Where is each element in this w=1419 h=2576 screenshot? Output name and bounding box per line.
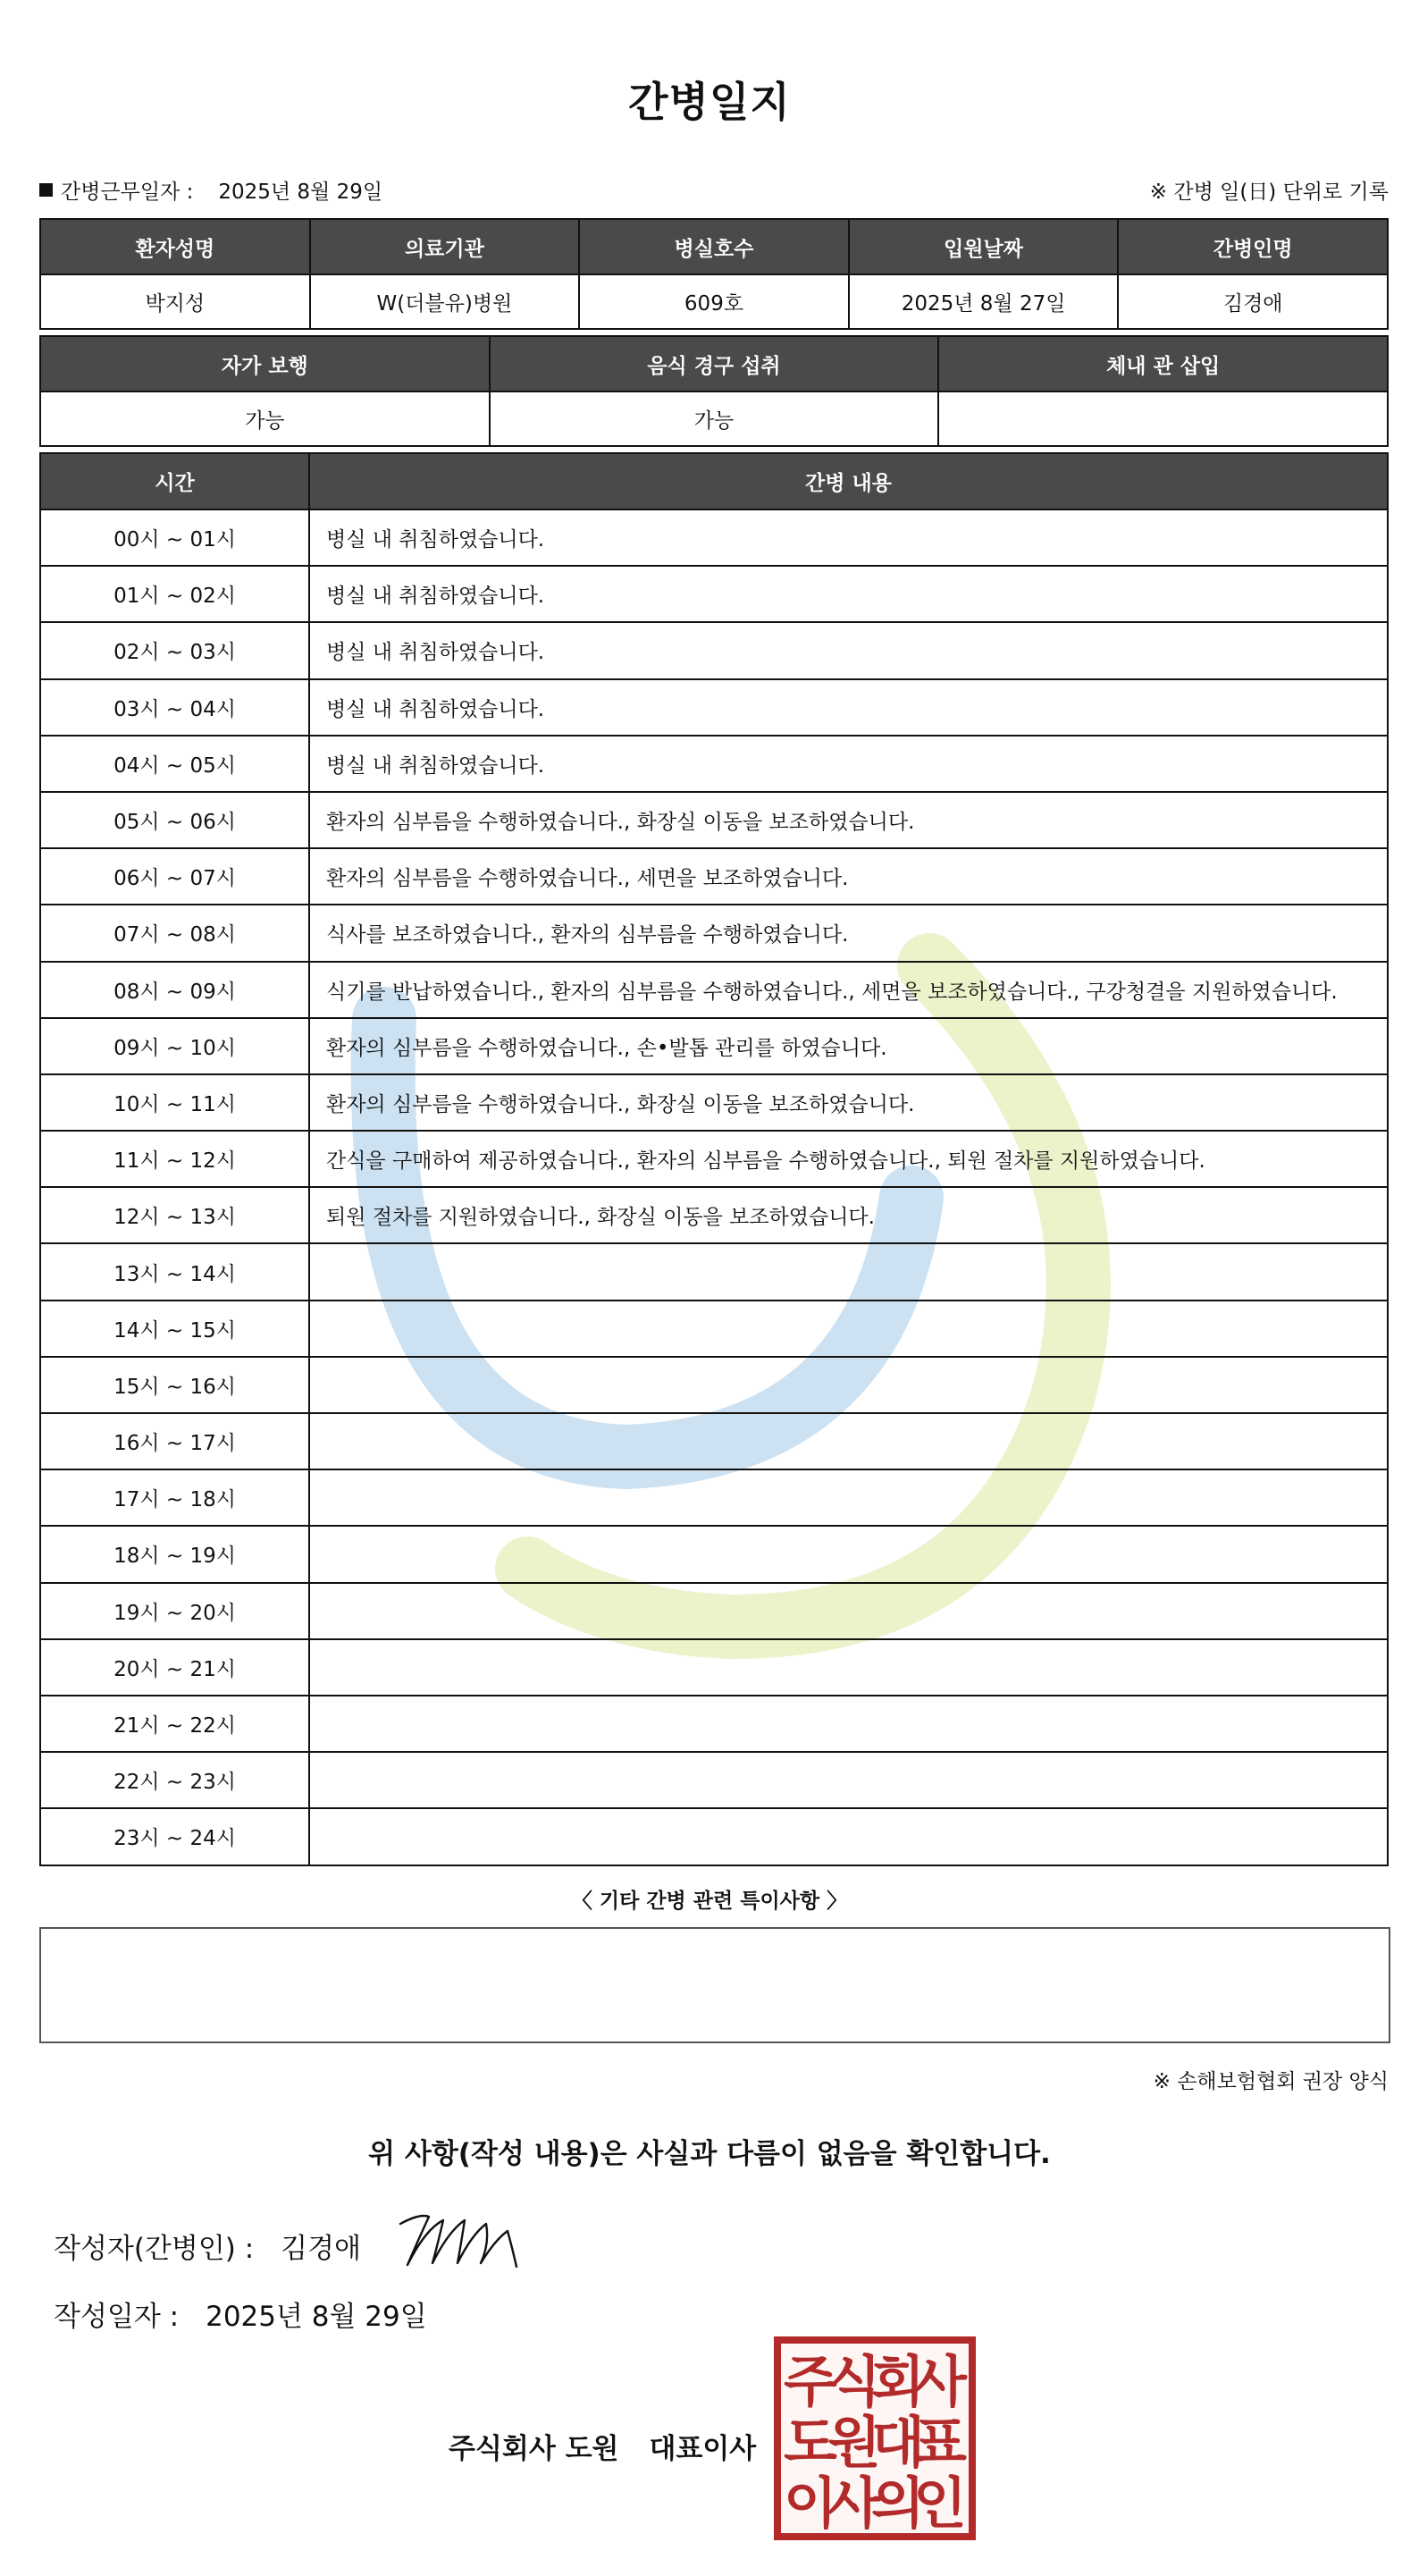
document-title: 간병일지 xyxy=(628,78,791,126)
svg-text:사: 사 xyxy=(913,2349,967,2414)
room-number: 609호 xyxy=(579,274,849,329)
svg-text:식: 식 xyxy=(827,2349,881,2414)
care-log-time: 19시 ~ 20시 xyxy=(40,1583,309,1639)
care-log-row xyxy=(40,1357,1388,1413)
care-log-time: 23시 ~ 24시 xyxy=(40,1808,309,1865)
care-log-row xyxy=(40,566,1388,622)
work-date-row xyxy=(39,175,382,205)
svg-text:이: 이 xyxy=(784,2471,837,2536)
care-log-content: 간식을 구매하여 제공하였습니다., 환자의 심부름을 수행하였습니다., 퇴원 절차를 지원하였습니다. xyxy=(309,1131,1388,1187)
association-note: ※ 손해보험협회 권장 양식 xyxy=(1153,2070,1389,2093)
svg-text:표: 표 xyxy=(913,2410,967,2475)
care-log-time: 15시 ~ 16시 xyxy=(40,1357,309,1413)
care-log-header-row xyxy=(40,453,1388,509)
care-log-row xyxy=(40,622,1388,678)
care-log-content xyxy=(309,1413,1388,1469)
patient-name: 박지성 xyxy=(40,274,310,329)
write-date-row xyxy=(54,2294,427,2334)
care-log-time: 07시 ~ 08시 xyxy=(40,905,309,961)
care-log-row xyxy=(40,1526,1388,1582)
care-log-row xyxy=(40,848,1388,905)
care-log-content xyxy=(309,1752,1388,1808)
writer-label: 작성자(간병인) : xyxy=(54,2233,255,2265)
svg-text:원: 원 xyxy=(827,2410,881,2475)
care-log-row xyxy=(40,1018,1388,1074)
care-log-row xyxy=(40,1074,1388,1131)
care-log-content: 환자의 심부름을 수행하였습니다., 화장실 이동을 보조하였습니다. xyxy=(309,1074,1388,1131)
care-log-time: 11시 ~ 12시 xyxy=(40,1131,309,1187)
care-log-content xyxy=(309,1583,1388,1639)
care-log-time: 04시 ~ 05시 xyxy=(40,736,309,792)
svg-text:회: 회 xyxy=(871,2349,925,2414)
care-log-content xyxy=(309,1639,1388,1696)
care-log-row xyxy=(40,1583,1388,1639)
care-log-content: 병실 내 취침하였습니다. xyxy=(309,679,1388,736)
care-log-content xyxy=(309,1243,1388,1300)
work-date-value: 2025년 8월 29일 xyxy=(218,181,383,204)
header-patient-name: 환자성명 xyxy=(40,219,310,274)
care-log-body xyxy=(40,509,1388,1865)
tube-insertion-value xyxy=(938,391,1388,446)
care-log-content xyxy=(309,1357,1388,1413)
svg-text:의: 의 xyxy=(871,2471,925,2536)
svg-text:사: 사 xyxy=(827,2471,881,2536)
care-log-content xyxy=(309,1301,1388,1357)
care-log-content: 병실 내 취침하였습니다. xyxy=(309,736,1388,792)
header-room: 병실호수 xyxy=(579,219,849,274)
walking-value: 가능 xyxy=(40,391,490,446)
care-log-content: 퇴원 절차를 지원하였습니다., 화장실 이동을 보조하였습니다. xyxy=(309,1187,1388,1243)
header-admission-date: 입원날짜 xyxy=(849,219,1119,274)
care-log-row xyxy=(40,1413,1388,1469)
care-log-content: 환자의 심부름을 수행하였습니다., 화장실 이동을 보조하였습니다. xyxy=(309,792,1388,848)
oral-intake-value: 가능 xyxy=(490,391,939,446)
care-log-time: 16시 ~ 17시 xyxy=(40,1413,309,1469)
care-log-row xyxy=(40,1469,1388,1526)
company-representative: 대표이사 xyxy=(649,2433,757,2465)
patient-value-row xyxy=(40,274,1388,329)
care-log-row xyxy=(40,1243,1388,1300)
special-notes-box xyxy=(39,1927,1390,2043)
care-log-time: 06시 ~ 07시 xyxy=(40,848,309,905)
care-log-time: 18시 ~ 19시 xyxy=(40,1526,309,1582)
care-log-row xyxy=(40,736,1388,792)
svg-text:대: 대 xyxy=(871,2410,925,2475)
bullet-square-icon xyxy=(39,183,53,197)
care-log-time: 09시 ~ 10시 xyxy=(40,1018,309,1074)
care-log-content: 식기를 반납하였습니다., 환자의 심부름을 수행하였습니다., 세면을 보조하였습니다., 구강청결을 지원하였습니다. xyxy=(309,962,1388,1018)
header-time: 시간 xyxy=(40,453,309,509)
care-log-time: 00시 ~ 01시 xyxy=(40,509,309,566)
care-log-table xyxy=(39,452,1389,1866)
care-log-row xyxy=(40,509,1388,566)
care-log-content: 환자의 심부름을 수행하였습니다., 세면을 보조하였습니다. xyxy=(309,848,1388,905)
care-log-row xyxy=(40,792,1388,848)
care-log-row xyxy=(40,1639,1388,1696)
write-date-value: 2025년 8월 29일 xyxy=(206,2301,427,2333)
care-log-time: 13시 ~ 14시 xyxy=(40,1243,309,1300)
company-seal-stamp xyxy=(774,2336,976,2540)
header-caregiver: 간병인명 xyxy=(1118,219,1388,274)
care-log-content: 병실 내 취침하였습니다. xyxy=(309,622,1388,678)
care-log-time: 12시 ~ 13시 xyxy=(40,1187,309,1243)
admission-date: 2025년 8월 27일 xyxy=(849,274,1119,329)
care-log-content xyxy=(309,1526,1388,1582)
header-tube-insertion: 체내 관 삽입 xyxy=(938,336,1388,391)
care-log-content: 식사를 보조하였습니다., 환자의 심부름을 수행하였습니다. xyxy=(309,905,1388,961)
care-log-row xyxy=(40,1808,1388,1865)
header-hospital: 의료기관 xyxy=(310,219,580,274)
write-date-label: 작성일자 : xyxy=(54,2301,180,2333)
care-log-time: 21시 ~ 22시 xyxy=(40,1696,309,1752)
confirmation-statement: 위 사항(작성 내용)은 사실과 다름이 없음을 확인합니다. xyxy=(368,2138,1051,2170)
care-log-time: 10시 ~ 11시 xyxy=(40,1074,309,1131)
care-log-time: 03시 ~ 04시 xyxy=(40,679,309,736)
care-log-time: 02시 ~ 03시 xyxy=(40,622,309,678)
care-log-time: 17시 ~ 18시 xyxy=(40,1469,309,1526)
care-log-time: 14시 ~ 15시 xyxy=(40,1301,309,1357)
care-log-time: 20시 ~ 21시 xyxy=(40,1639,309,1696)
hospital-name: W(더블유)병원 xyxy=(310,274,580,329)
header-care-content: 간병 내용 xyxy=(309,453,1388,509)
care-log-row xyxy=(40,679,1388,736)
care-log-content xyxy=(309,1808,1388,1865)
svg-text:도: 도 xyxy=(784,2410,837,2475)
care-log-content: 병실 내 취침하였습니다. xyxy=(309,566,1388,622)
care-log-row xyxy=(40,1301,1388,1357)
caregiver-name: 김경애 xyxy=(1118,274,1388,329)
patient-info-table xyxy=(39,218,1389,330)
svg-text:인: 인 xyxy=(913,2471,967,2536)
care-log-content xyxy=(309,1696,1388,1752)
care-log-time: 01시 ~ 02시 xyxy=(40,566,309,622)
care-log-row xyxy=(40,1131,1388,1187)
care-log-time: 08시 ~ 09시 xyxy=(40,962,309,1018)
company-name: 주식회사 도원 xyxy=(449,2433,619,2465)
writer-row xyxy=(54,2226,361,2266)
care-log-row xyxy=(40,962,1388,1018)
status-value-row xyxy=(40,391,1388,446)
header-oral-intake: 음식 경구 섭취 xyxy=(490,336,939,391)
handwritten-signature xyxy=(393,2204,527,2276)
writer-name: 김경애 xyxy=(281,2233,362,2265)
header-walking: 자가 보행 xyxy=(40,336,490,391)
care-log-content: 환자의 심부름을 수행하였습니다., 손•발톱 관리를 하였습니다. xyxy=(309,1018,1388,1074)
svg-text:주: 주 xyxy=(784,2349,837,2414)
special-notes-label: 〈 기타 간병 관련 특이사항 〉 xyxy=(571,1890,848,1913)
care-log-row xyxy=(40,1696,1388,1752)
care-log-time: 22시 ~ 23시 xyxy=(40,1752,309,1808)
work-date-label: 간병근무일자 : xyxy=(61,181,194,204)
care-log-time: 05시 ~ 06시 xyxy=(40,792,309,848)
care-log-row xyxy=(40,1187,1388,1243)
company-row xyxy=(449,2426,756,2466)
unit-note: ※ 간병 일(日) 단위로 기록 xyxy=(1149,181,1389,204)
patient-header-row xyxy=(40,219,1388,274)
care-log-content xyxy=(309,1469,1388,1526)
patient-status-table xyxy=(39,335,1389,447)
care-log-content: 병실 내 취침하였습니다. xyxy=(309,509,1388,566)
care-log-row xyxy=(40,905,1388,961)
care-log-row xyxy=(40,1752,1388,1808)
status-header-row xyxy=(40,336,1388,391)
